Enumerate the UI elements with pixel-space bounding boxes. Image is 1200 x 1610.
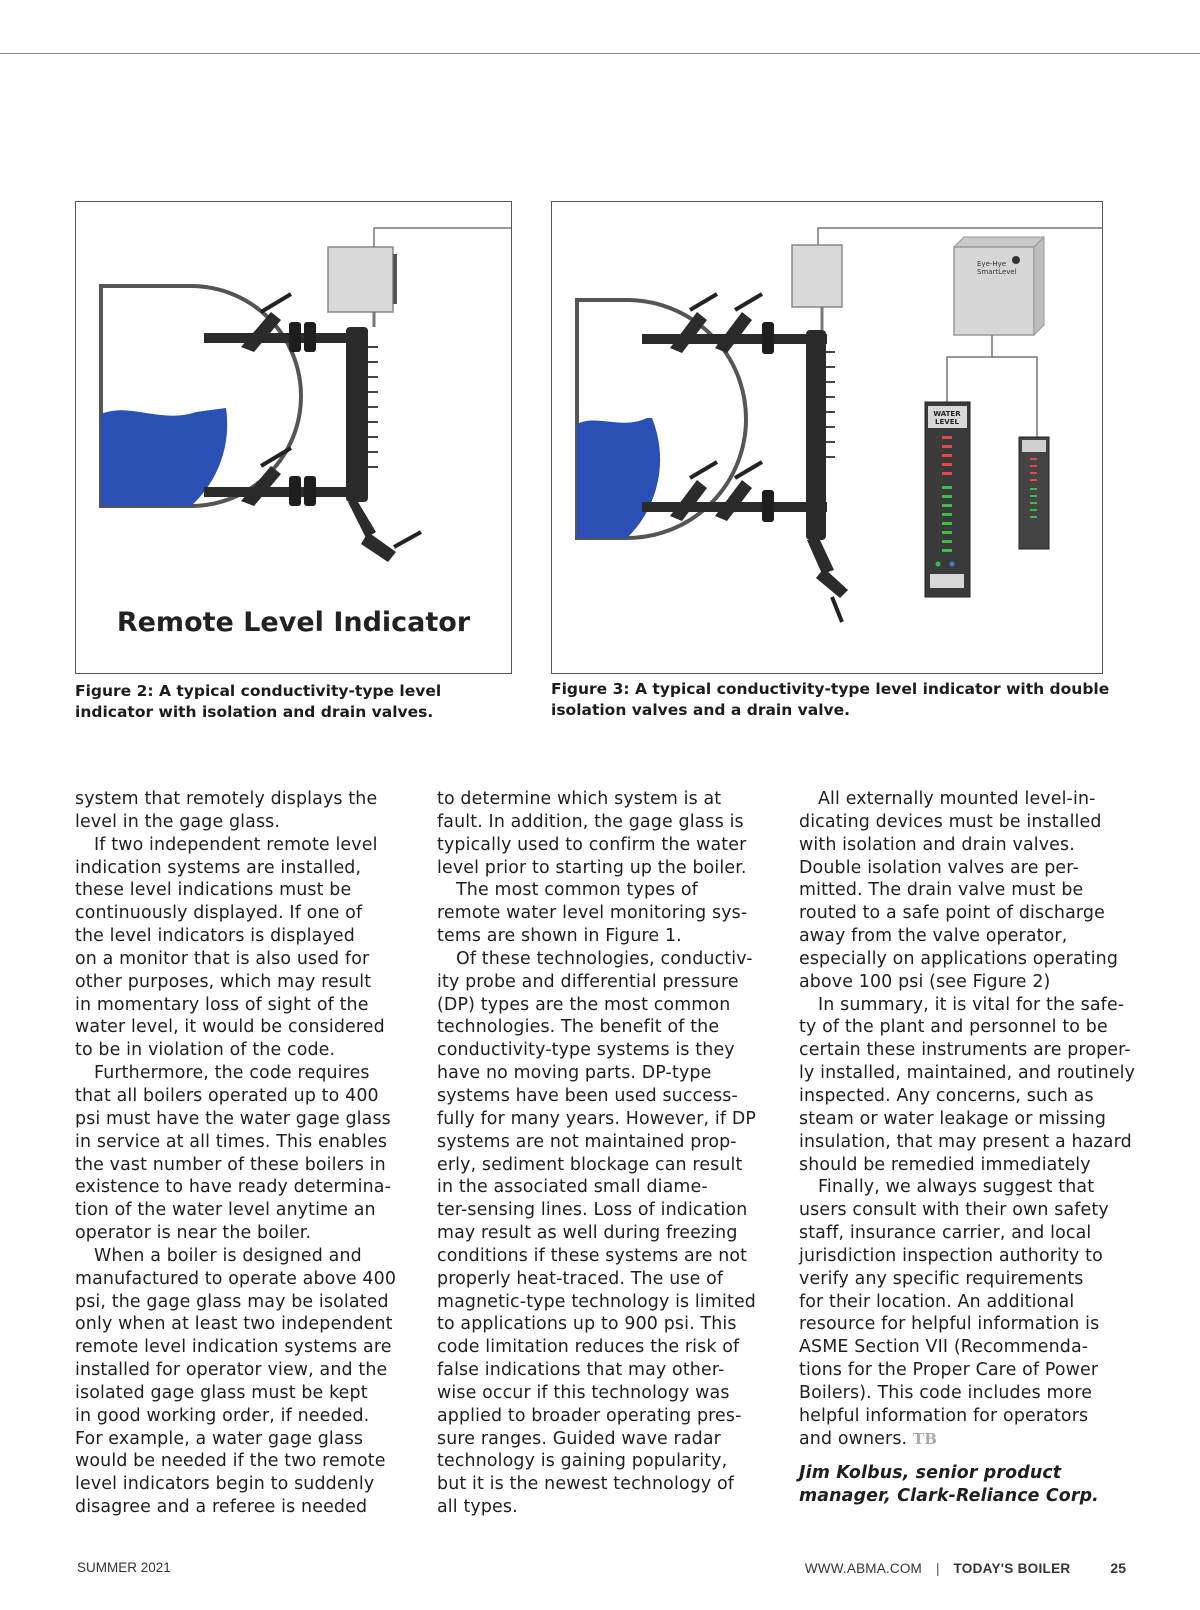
text-line: Double isolation valves are per- [799, 857, 1079, 878]
text-line: all types. [437, 1497, 518, 1518]
text-line: technology is gaining popularity, [437, 1451, 728, 1472]
text-line: ly installed, maintained, and routinely [799, 1063, 1136, 1084]
text-line: fully for many years. However, if DP [437, 1108, 757, 1129]
eye-logo-icon [1012, 256, 1020, 264]
figure-3 [551, 201, 1103, 674]
top-rule [0, 53, 1200, 54]
text-line: wise occur if this technology was [437, 1382, 730, 1403]
level-column [346, 327, 368, 502]
text-line: If two independent remote level [94, 834, 378, 855]
figure-3-illustration [552, 202, 1103, 674]
footer-magazine: TODAY'S BOILER [953, 1560, 1071, 1576]
text-line: in the associated small diame- [437, 1177, 708, 1198]
text-line: steam or water leakage or missing [799, 1108, 1107, 1129]
text-line: remote water level monitoring sys- [437, 903, 748, 924]
lower-flange [762, 490, 774, 522]
upper-pipe [204, 333, 354, 343]
drain-pipe [807, 540, 834, 574]
text-line: especially on applications operating [799, 948, 1119, 969]
upper-valve-handle-2 [735, 294, 762, 310]
text-line: indication systems are installed, [75, 857, 362, 878]
text-line: When a boiler is designed and [94, 1245, 362, 1266]
text-line: level prior to starting up the boiler. [437, 857, 747, 878]
text-line: level in the gage glass. [75, 811, 281, 832]
text-line: to determine which system is at [437, 789, 722, 809]
small-level-display [1019, 437, 1049, 549]
text-line: tems are shown in Figure 1. [437, 926, 682, 947]
author-line-1: Jim Kolbus, senior product [799, 1463, 1062, 1484]
drain-valve-handle [394, 532, 421, 547]
text-line: manufactured to operate above 400 [75, 1268, 397, 1289]
water-level-display [925, 402, 970, 597]
remote-unit-side [1034, 237, 1044, 335]
text-line: properly heat-traced. The use of [437, 1268, 724, 1289]
text-line: above 100 psi (see Figure 2) [799, 971, 1051, 992]
text-line: fault. In addition, the gage glass is [437, 811, 744, 832]
text-line: the level indicators is displayed [75, 926, 355, 947]
upper-flange [289, 322, 301, 352]
text-line: away from the valve operator, [799, 926, 1068, 947]
text-line: psi must have the water gage glass [75, 1108, 391, 1129]
text-line: ASME Section VII (Recommenda- [799, 1337, 1089, 1358]
remote-unit-top [954, 237, 1044, 247]
small-display-label [1022, 440, 1046, 452]
controller-box [328, 247, 393, 312]
display-logo-plate [930, 574, 964, 588]
text-line: jurisdiction inspection authority to [799, 1245, 1103, 1266]
text-line: typically used to confirm the water [437, 834, 747, 855]
text-line: with isolation and drain valves. [799, 834, 1075, 855]
probe-array [826, 352, 835, 457]
text-line: the vast number of these boilers in [75, 1154, 386, 1175]
text-line: to be in violation of the code. [75, 1040, 336, 1061]
text-line: insulation, that may present a hazard [799, 1131, 1132, 1152]
text-line: inspected. Any concerns, such as [799, 1085, 1094, 1106]
figure-3-caption: Figure 3: A typical conductivity-type level indicator with double isolation valves and a drain valve. [551, 680, 1110, 719]
display-heading-2: LEVEL [935, 418, 959, 426]
text-line: In summary, it is vital for the safe- [818, 994, 1125, 1015]
text-line: should be remedied immediately [799, 1154, 1091, 1175]
figure-2-title: Remote Level Indicator [116, 607, 471, 638]
display-wire-1 [947, 335, 992, 402]
text-line: applied to broader operating pres- [437, 1405, 742, 1426]
figure-2 [75, 201, 512, 674]
level-column [806, 330, 826, 540]
text-line: may result as well during freezing [437, 1223, 738, 1244]
text-line: would be needed if the two remote [75, 1451, 386, 1472]
text-line-final [799, 1428, 1129, 1451]
text-line: systems are not maintained prop- [437, 1131, 737, 1152]
remote-unit-model: SmartLevel [977, 268, 1017, 276]
text-line: remote level indication systems are [75, 1337, 392, 1358]
text-line: Finally, we always suggest that [818, 1177, 1095, 1198]
text-line: routed to a safe point of discharge [799, 903, 1105, 924]
upper-flange [762, 322, 774, 354]
text-line: Furthermore, the code requires [94, 1063, 370, 1084]
text-line: dicating devices must be installed [799, 811, 1102, 832]
article-column-2 [437, 788, 777, 1519]
text-line: to applications up to 900 psi. This [437, 1314, 737, 1335]
upper-flange-2 [304, 322, 316, 352]
text-line: water level, it would be considered [75, 1017, 385, 1038]
drain-valve [816, 568, 848, 598]
text-line: code limitation reduces the risk of [437, 1337, 740, 1358]
text-line: system that remotely displays the [75, 789, 378, 809]
text-line: Of these technologies, conductiv- [456, 948, 753, 969]
status-led-icon [936, 562, 941, 567]
upper-valve-handle [261, 294, 291, 312]
footer-right [805, 1560, 1126, 1576]
text-line: isolated gage glass must be kept [75, 1382, 368, 1403]
text-line: resource for helpful information is [799, 1314, 1100, 1335]
text-line: technologies. The benefit of the [437, 1017, 720, 1038]
text-line: on a monitor that is also used for [75, 948, 370, 969]
text-line: Boilers). This code includes more [799, 1382, 1093, 1403]
text-line: for their location. An additional [799, 1291, 1075, 1312]
lower-pipe [204, 487, 354, 497]
text-line: disagree and a referee is needed [75, 1497, 368, 1518]
remote-unit-brand: Eye-Hye [977, 260, 1007, 268]
text-line: operator is near the boiler. [75, 1223, 312, 1244]
text-line: continuously displayed. If one of [75, 903, 363, 924]
article-column-1 [75, 788, 415, 1519]
text-line: magnetic-type technology is limited [437, 1291, 756, 1312]
text-line: but it is the newest technology of [437, 1474, 735, 1495]
text-line: The most common types of [456, 880, 698, 901]
author-byline [799, 1462, 1129, 1508]
controller-box [792, 245, 842, 307]
footer-issue: SUMMER 2021 [77, 1560, 171, 1575]
text-line: (DP) types are the most common [437, 994, 731, 1015]
text-line: installed for operator view, and the [75, 1360, 388, 1381]
text-line: staff, insurance carrier, and local [799, 1223, 1092, 1244]
text-line: conductivity-type systems is they [437, 1040, 735, 1061]
text-line: For example, a water gage glass [75, 1428, 364, 1449]
article-column-3 [799, 788, 1136, 1508]
controller-hinge [393, 254, 397, 304]
text-line: in momentary loss of sight of the [75, 994, 369, 1015]
drain-pipe [348, 502, 376, 538]
upper-isolation-valve-2 [715, 312, 752, 353]
figure-2-caption: Figure 2: A typical conductivity-type level indicator with isolation and drain valves. [75, 682, 442, 721]
status-led-blue-icon [950, 562, 955, 567]
display-heading-1: WATER [933, 410, 961, 418]
text-line: these level indications must be [75, 880, 352, 901]
text-line: users consult with their own safety [799, 1200, 1109, 1221]
text-line: All externally mounted level-in- [818, 789, 1096, 809]
footer-url[interactable]: WWW.ABMA.COM [804, 1560, 922, 1576]
author-line-2: manager, Clark-Reliance Corp. [799, 1486, 1099, 1507]
text-line: have no moving parts. DP-type [437, 1063, 712, 1084]
text-line: only when at least two independent [75, 1314, 393, 1335]
text-line: that all boilers operated up to 400 [75, 1085, 379, 1106]
text-line: ty of the plant and personnel to be [799, 1017, 1108, 1038]
signal-wire [374, 228, 512, 247]
text-line: conditions if these systems are not [437, 1245, 748, 1266]
end-mark: TB [912, 1429, 938, 1448]
footer-separator: | [935, 1560, 940, 1576]
text-line: other purposes, which may result [75, 971, 372, 992]
text-line: existence to have ready determina- [75, 1177, 391, 1198]
text-line: systems have been used success- [437, 1085, 738, 1106]
lower-flange [289, 476, 301, 506]
text-line: certain these instruments are proper- [799, 1040, 1131, 1061]
text-line: false indications that may other- [437, 1360, 725, 1381]
text-line: mitted. The drain valve must be [799, 880, 1084, 901]
figure-2-illustration [76, 202, 512, 674]
text-line: in good working order, if needed. [75, 1405, 370, 1426]
text-line: ter-sensing lines. Loss of indication [437, 1200, 748, 1221]
lower-flange-2 [304, 476, 316, 506]
drain-valve-handle [832, 597, 842, 622]
text-line: level indicators begin to suddenly [75, 1474, 375, 1495]
text-line: tions for the Proper Care of Power [799, 1360, 1099, 1381]
text-line: psi, the gage glass may be isolated [75, 1291, 389, 1312]
text-line: ity probe and differential pressure [437, 971, 739, 992]
display-wire-2 [992, 357, 1037, 437]
text-line-last: and owners. [799, 1428, 908, 1449]
text-line: erly, sediment blockage can result [437, 1154, 743, 1175]
text-line: tion of the water level anytime an [75, 1200, 376, 1221]
text-line: sure ranges. Guided wave radar [437, 1428, 721, 1449]
upper-valve-handle-1 [690, 294, 717, 310]
drain-valve [361, 532, 396, 562]
text-line: helpful information for operators [799, 1405, 1089, 1426]
probe-array [368, 347, 378, 467]
text-line: verify any specific requirements [799, 1268, 1084, 1289]
page-number: 25 [1110, 1560, 1126, 1576]
text-line: in service at all times. This enables [75, 1131, 388, 1152]
